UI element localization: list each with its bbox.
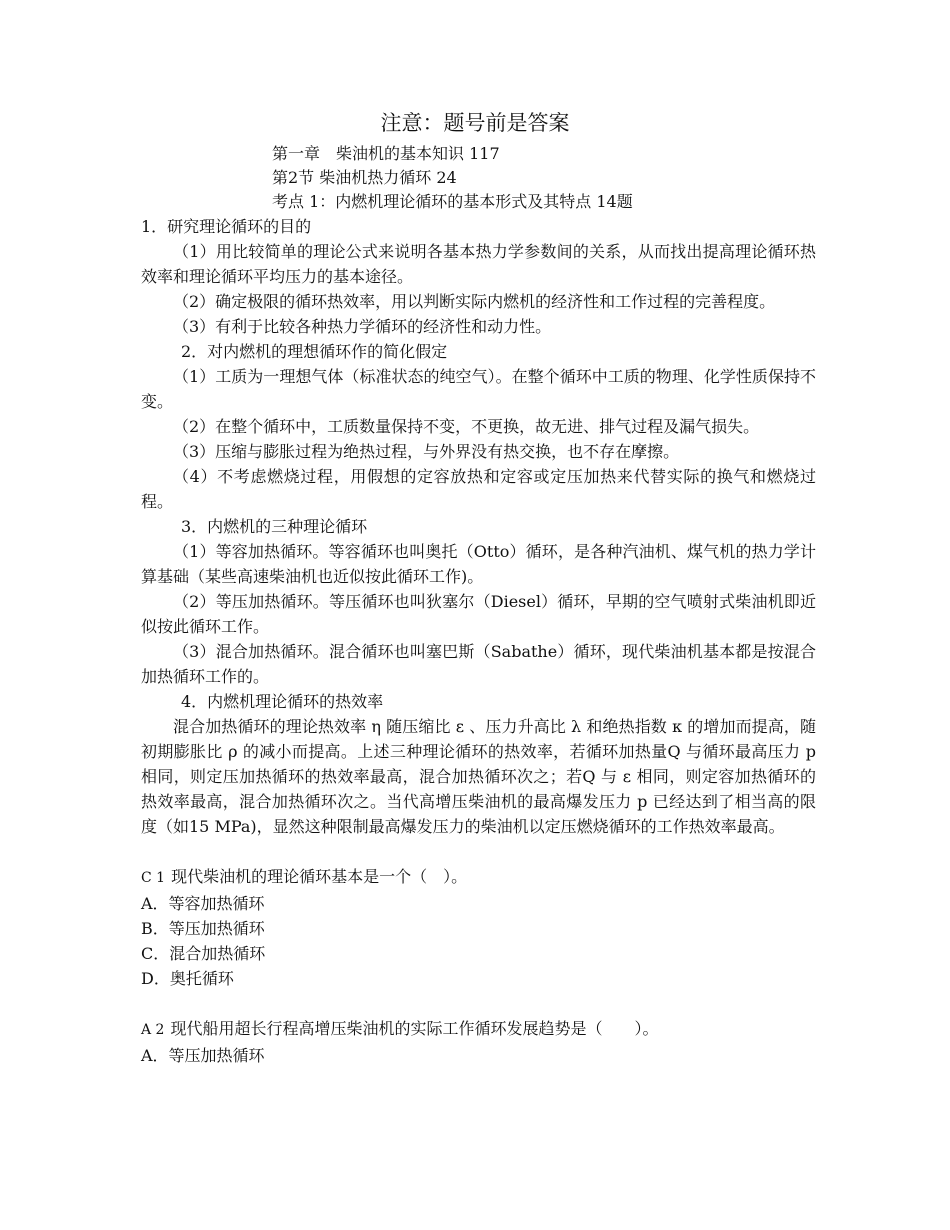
body-paragraph: （2）确定极限的循环热效率，用以判断实际内燃机的经济性和工作过程的完善程度。 [173, 292, 776, 311]
question-block [141, 1016, 816, 1068]
numbered-heading: 4．内燃机理论循环的热效率 [181, 692, 384, 711]
exam-point-heading: 考点 1：内燃机理论循环的基本形式及其特点 14题 [272, 192, 633, 211]
body-paragraph: （1）用比较简单的理论公式来说明各基本热力学参数间的关系，从而找出提高理论循环热效率和理论循环平均压力的基本途径。 [141, 242, 816, 286]
question-option: C．混合加热循环 [141, 944, 266, 963]
page-title: 注意：题号前是答案 [380, 111, 570, 135]
body-paragraph: （2）在整个循环中，工质数量保持不变，不更换，故无进、排气过程及漏气损失。 [173, 417, 760, 436]
body-paragraph: （4）不考虑燃烧过程，用假想的定容放热和定容或定压加热来代替实际的换气和燃烧过程。 [141, 467, 816, 511]
paragraph-list [141, 214, 816, 839]
section-heading: 第2节 柴油机热力循环 24 [272, 168, 457, 187]
question-text: 现代船用超长行程高增压柴油机的实际工作循环发展趋势是（ ）。 [170, 1019, 659, 1038]
chapter-heading: 第一章 柴油机的基本知识 117 [272, 144, 500, 163]
body-paragraph: （1）工质为一理想气体（标准状态的纯空气）。在整个循环中工质的物理、化学性质保持不变。 [141, 367, 816, 411]
question-text: 现代柴油机的理论循环基本是一个（ ）。 [171, 867, 468, 886]
question-stem [141, 1016, 816, 1043]
question-option: A．等压加热循环 [141, 1046, 265, 1065]
question-option: D．奥托循环 [141, 969, 234, 988]
body-paragraph: （3）压缩与膨胀过程为绝热过程，与外界没有热交换，也不存在摩擦。 [173, 442, 680, 461]
document-body [141, 214, 816, 1068]
body-paragraph: （2）等压加热循环。等压循环也叫狄塞尔（Diesel）循环，早期的空气喷射式柴油机即近似按此循环工作。 [141, 592, 816, 636]
numbered-heading: 3．内燃机的三种理论循环 [181, 517, 368, 536]
answer-number: A 2 [141, 1022, 165, 1038]
question-list [141, 864, 816, 1068]
body-paragraph: （1）等容加热循环。等容循环也叫奥托（Otto）循环，是各种汽油机、煤气机的热力学计算基础（某些高速柴油机也近似按此循环工作)。 [141, 542, 816, 586]
numbered-heading: 2．对内燃机的理想循环作的简化假定 [181, 342, 448, 361]
question-option: A．等容加热循环 [141, 894, 265, 913]
answer-number: C 1 [141, 870, 166, 886]
body-paragraph: 混合加热循环的理论热效率 η 随压缩比 ε 、压力升高比 λ 和绝热指数 κ 的增加而提高，随初期膨胀比 ρ 的减小而提高。上述三种理论循环的热效率，若循环加热量Q 与循环最高压力 p 相同，则定压加热循环的热效率最高，混合加热循环次之；若Q 与 ε 相同，则定容加热循环的热效率最高，混合加热循环次之。当代高增压柴油机的最高爆发压力 p 已经达到了相当高的限度（如15 MPa)，显然这种限制最高爆发压力的柴油机以定压燃烧循环的工作热效率最高。 [141, 717, 816, 836]
question-block [141, 864, 816, 991]
numbered-heading: 1．研究理论循环的目的 [141, 217, 312, 236]
question-option: B．等压加热循环 [141, 919, 265, 938]
body-paragraph: （3）混合加热循环。混合循环也叫塞巴斯（Sabathe）循环，现代柴油机基本都是按混合加热循环工作的。 [141, 642, 816, 686]
body-paragraph: （3）有利于比较各种热力学循环的经济性和动力性。 [173, 317, 552, 336]
question-stem [141, 864, 816, 891]
